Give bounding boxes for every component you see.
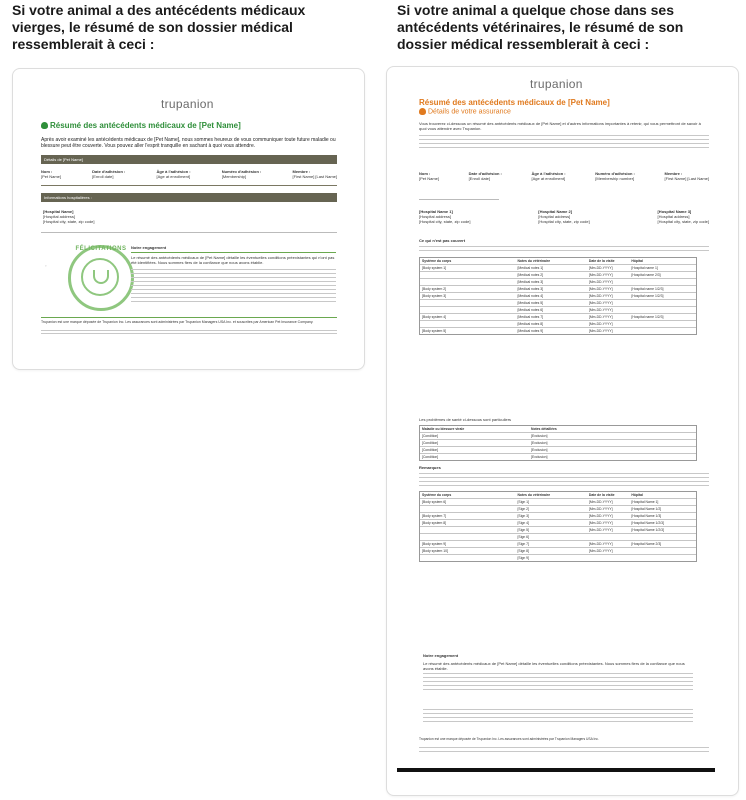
table-row [420,307,696,314]
table-cell: [Hospital name 1/2/3] [631,315,664,319]
table-row [420,534,696,541]
table-cell [587,534,630,540]
field-membership: Numéro d'adhésion : [Membership] [221,169,262,179]
table-cell: [Sign 5] [517,528,529,532]
dog-icon [41,122,48,129]
table-cell: [Hospital name 1/2/3] [631,287,664,291]
table-cell: [Mm-DD-YYYY] [588,549,613,553]
table-cell: [Medical notes 2] [517,273,544,277]
commitment-text-right: Le résumé des antécédents médicaux de [Pet Name] détaille les éventuelles conditions préexistantes. Nous sommes fiers de la confiance que nous avons établie. [423,661,685,671]
table-cell: [Mm-DD-YYYY] [588,528,613,532]
table-row [420,499,696,506]
field-member: Membre : [First Name] [Last Name] [292,169,337,179]
table-header: Maladie ou blessure virale Notes détaillées [420,426,696,433]
table-cell [420,506,515,512]
conditions-note: Les problèmes de santé ci-dessous sont particuliers [419,417,512,422]
notes-table [419,491,697,562]
field-name: Nom : [Pet Name] [41,169,62,179]
seal-text: FÉLICITATIONS [75,246,127,252]
table-cell: [Mm-DD-YYYY] [588,329,613,333]
table-cell: [Hospital Name 1/2/3] [631,528,665,532]
table-row [420,555,696,561]
table-cell [629,300,696,306]
table-row [420,541,696,548]
table-cell [587,555,630,561]
table-cell: [Mm-DD-YYYY] [588,294,613,298]
table-cell: [Medical notes 5] [517,301,544,305]
table-cell: [Hospital name 2/3] [631,273,661,277]
table-cell [629,279,696,285]
table-cell: [Sign 2] [517,507,529,511]
field-enroll-date-right: Date d'adhésion : [Enroll date] [468,171,502,181]
table-cell: [Body system 1] [422,266,447,270]
table-cell: [Medical notes 6] [517,308,544,312]
table-cell: [Exclusion] [531,448,548,452]
table-cell [420,527,515,533]
right-heading: Si votre animal a quelque chose dans ses antécédents vétérinaires, le résumé de son dossier médical ressemblerait à ceci : [397,2,684,52]
table-cell: [Mm-DD-YYYY] [588,521,613,525]
table-cell: [Exclusion] [531,434,548,438]
table-row [420,293,696,300]
table-row [420,527,696,534]
intro-text-right: Vous trouverez ci-dessous un résumé des antécédents médicaux de [Pet Name] et d'autres informations importantes à retenir, qui vous permettront de savoir à quoi vous attendre avec Trupanion. [419,121,701,131]
table-row [420,454,696,460]
table-row [420,286,696,293]
table-cell: [Condition] [422,434,439,438]
hospital-3: [Hospital Name 3] [Hospital address] [Hospital city, state, zip code] [657,209,709,224]
page-bottom-rule [397,768,715,772]
table-row [420,314,696,321]
table-cell: [Medical notes 3] [517,287,544,291]
table-cell: [Exclusion] [531,455,548,459]
table-row [420,272,696,279]
table-cell: [Sign 4] [517,521,529,525]
table-cell: [Medical notes 1] [517,266,544,270]
table-header: Système du corps Notes du vétérinaire Date de la visite Hôpital [420,258,696,265]
table-cell: [Medical notes 9] [517,329,544,333]
field-age: Âge à l'adhésion : [Age at enrollment] [156,169,191,179]
table-cell: [Sign 3] [517,514,529,518]
table-row [420,513,696,520]
table-cell: [Medical notes 3] [517,280,544,284]
trupanion-logo-right: trupanion [530,77,583,91]
commitment-title: Notre engagement [131,245,167,250]
table-cell: [Hospital Name 1/2] [631,507,662,511]
clean-history-sample-card [12,68,365,370]
hospitals-right [419,209,709,224]
table-row [420,265,696,272]
table-cell: [Body system 7] [422,514,447,518]
table-cell: [Hospital Name 1] [631,500,659,504]
congratulations-seal [68,245,134,311]
table-cell: [Hospital Name 1/2/3] [631,521,665,525]
table-cell: [Medical notes 4] [517,294,544,298]
exclusions-heading: Ce qui n'est pas couvert [419,238,466,243]
table-row [420,300,696,307]
table-cell: [Mm-DD-YYYY] [588,287,613,291]
table-cell [420,321,515,327]
table-cell [420,555,515,561]
table-cell: [Body system 2] [422,287,447,291]
table-cell: [Mm-DD-YYYY] [588,280,613,284]
table-row [420,279,696,286]
table-cell [420,279,515,285]
table-cell: [Body system 5] [422,329,447,333]
table-cell: [Body system 9] [422,542,447,546]
notes-heading: Remarques [419,465,441,470]
table-cell: [Hospital name 1] [631,266,658,270]
dog-icon-right [419,108,426,115]
table-cell: [Hospital name 1/2/3] [631,294,664,298]
table-cell: [Sign 8] [517,549,529,553]
vet-history-sample-card [386,66,739,796]
table-row [420,440,696,447]
table-cell [420,307,515,313]
table-row [420,328,696,334]
table-cell: [Body system 8] [422,521,447,525]
table-cell [420,300,515,306]
table-cell: [Condition] [422,448,439,452]
table-cell: [Mm-DD-YYYY] [588,322,613,326]
trupanion-logo: trupanion [161,97,214,111]
field-member-right: Membre : [First Name] [Last Name] [664,171,709,181]
table-cell: [Mm-DD-YYYY] [588,273,613,277]
hospital-2: [Hospital Name 2] [Hospital address] [Hospital city, state, zip code] [538,209,590,224]
table-cell: [Exclusion] [531,441,548,445]
table-cell: [Mm-DD-YYYY] [588,315,613,319]
table-cell: [Hospital Name 1/3] [631,514,662,518]
commitment-title-right: Notre engagement [423,653,459,658]
hospital-info-bar: Informations hospitalières : [41,193,337,202]
table-row [420,321,696,328]
field-membership-right: Numéro d'adhésion : [Membership number] [595,171,635,181]
table-cell: [Condition] [422,455,439,459]
field-enroll-date: Date d'adhésion : [Enroll date] [92,169,126,179]
footer-text-right: Trupanion est une marque déposée de Trupanion Inc. Les assurances sont administrées par Trupanion Managers USA Inc. [419,737,599,741]
table-cell: [Mm-DD-YYYY] [588,500,613,504]
table-cell: [Mm-DD-YYYY] [588,542,613,546]
doc-title-right: Résumé des antécédents médicaux de [Pet Name] [419,98,610,107]
left-heading: Si votre animal a des antécédents médicaux vierges, le résumé de son dossier médical ressemblerait à ceci : [12,2,306,52]
table-cell [629,328,696,334]
table-cell: [Mm-DD-YYYY] [588,514,613,518]
table-cell [629,534,696,540]
table-cell: [Sign 7] [517,542,529,546]
hospital-1: [Hospital Name 1] [Hospital address] [Hospital city, state, zip code] [419,209,471,224]
doc-subtitle: Détails de votre assurance [419,108,511,115]
table-cell [629,548,696,554]
table-row [420,548,696,555]
table-cell: [Mm-DD-YYYY] [588,301,613,305]
pet-details-bar: Détails de [Pet Name] [41,155,337,164]
table-cell [420,534,515,540]
commitment-text: Le résumé des antécédents médicaux de [Pet Name] détaille les éventuelles conditions préexistantes qui n'ont pas été identifiées. Nous sommes fiers de la confiance que nous avons établie. [131,255,335,265]
conditions-table [419,425,697,461]
table-cell: [Sign 6] [517,535,529,539]
image-placeholder: ▫ [45,263,47,268]
doc-title: Résumé des antécédents médicaux de [Pet Name] [41,121,241,130]
field-age-right: Âge à l'adhésion : [Age at enrollment] [531,171,566,181]
table-cell [629,307,696,313]
table-cell [629,321,696,327]
table-row [420,433,696,440]
table-cell: [Sign 9] [517,556,529,560]
footer-text: Trupanion est une marque déposée de Trupanion Inc. Les assurances sont administrées par Trupanion Managers USA Inc. et souscrites par American Pet Insurance Company. [41,320,314,324]
table-cell [629,555,696,561]
table-header: Système du corps Notes du vétérinaire Date de la visite Hôpital [420,492,696,499]
table-row [420,506,696,513]
field-name-right: Nom : [Pet Name] [419,171,440,181]
table-cell: [Body system 6] [422,500,447,504]
table-cell: [Body system 10] [422,549,449,553]
table-cell: [Body system 4] [422,315,447,319]
table-row [420,447,696,454]
pet-fields [41,169,337,179]
table-cell: [Sign 1] [517,500,529,504]
table-cell: [Hospital Name 2/3] [631,542,662,546]
table-cell: [Mm-DD-YYYY] [588,266,613,270]
table-row [420,520,696,527]
table-cell: [Condition] [422,441,439,445]
table-cell [420,272,515,278]
pet-fields-right [419,171,709,181]
table-cell: [Mm-DD-YYYY] [588,308,613,312]
table-cell: [Body system 3] [422,294,447,298]
hospital-info: [Hospital Name] [Hospital address] [Hospital city, state, zip code] [43,209,95,224]
table-cell: [Medical notes 7] [517,315,544,319]
intro-text: Après avoir examiné les antécédents médicaux de [Pet Name], nous sommes heureux de vous communiquer toute future maladie ou blessure peut être couverte. Vous pouvez aller l'esprit tranquille en sachant à quoi vous attendre. [41,137,336,149]
table-cell: [Medical notes 8] [517,322,544,326]
table-cell: [Mm-DD-YYYY] [588,507,613,511]
exclusions-table [419,257,697,335]
